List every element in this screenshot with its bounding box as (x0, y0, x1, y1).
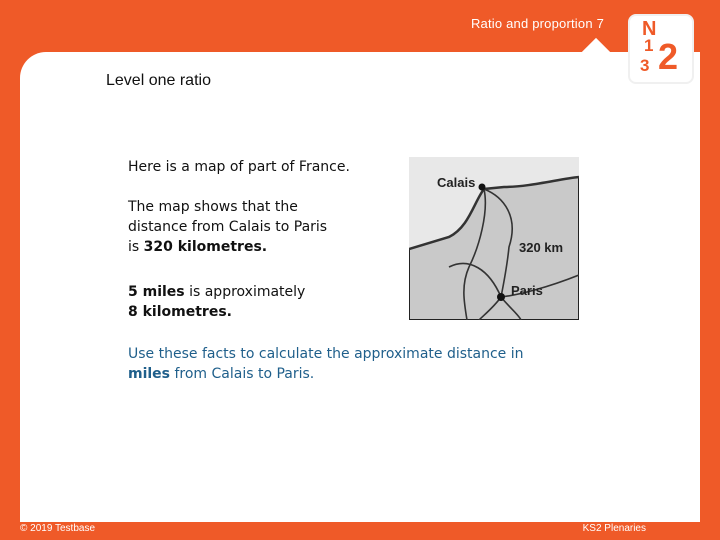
copyright-footer: © 2019 Testbase (20, 523, 96, 534)
distance-label: 320 km (519, 240, 564, 255)
logo-digit-two: 2 (658, 36, 679, 77)
slide-title: Ratio and proportion 7 (470, 16, 604, 31)
france-map (409, 157, 579, 320)
task-paragraph (128, 344, 523, 384)
conversion-paragraph (128, 282, 305, 322)
logo-digit-one: 1 (644, 36, 654, 55)
paris-marker (497, 293, 505, 301)
n12-logo-icon: N (642, 18, 657, 40)
intro-text: Here is a map of part of France. (128, 159, 350, 175)
distance-paragraph (128, 197, 327, 257)
calais-label: Calais (437, 175, 476, 190)
series-footer: KS2 Plenaries (582, 523, 646, 534)
distance-line-2: distance from Calais to Paris (128, 219, 328, 235)
distance-line-3: is 320 kilometres. (128, 239, 268, 255)
task-line-2: miles from Calais to Paris. (128, 366, 315, 382)
paris-label: Paris (511, 283, 543, 298)
level-heading: Level one ratio (106, 72, 211, 89)
intro-paragraph (128, 157, 350, 177)
calais-marker (479, 184, 486, 191)
logo (628, 14, 694, 84)
conversion-line-1: 5 miles is approximately (128, 284, 306, 300)
task-line-1: Use these facts to calculate the approximate distance in (128, 346, 524, 362)
logo-digit-three: 3 (640, 56, 650, 75)
conversion-line-2: 8 kilometres. (128, 304, 232, 320)
distance-line-1: The map shows that the (128, 199, 298, 215)
content-panel (20, 52, 700, 522)
